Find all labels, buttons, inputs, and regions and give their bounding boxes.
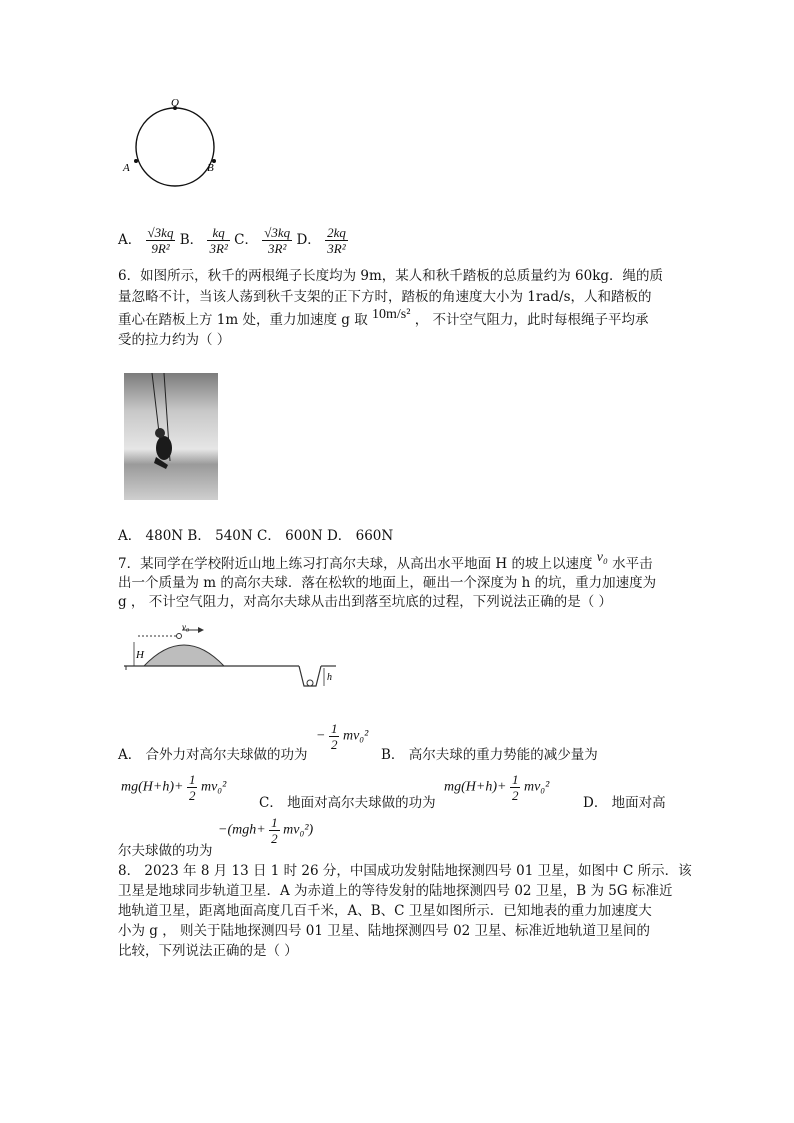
q7-option-d-tail: 尔夫球做的功为 [118, 843, 213, 859]
q7-option-a-rest: mv₀² [342, 728, 369, 744]
q6-line-4: 受的拉力约为（ ） [118, 332, 231, 348]
q5-option-c [262, 225, 292, 256]
q5-option-a-den: 9R² [151, 241, 170, 256]
q5-option-d-den: 3R² [327, 241, 346, 256]
label-b: B [207, 162, 214, 174]
q7-option-a-math [316, 721, 368, 752]
q8-line-2: 卫星是地球同步轨道卫星．A 为赤道上的等待发射的陆地探测四号 02 卫星，B 为 5G 标准近 [118, 883, 673, 899]
q6-line-2: 量忽略不计，当该人荡到秋千支架的正下方时，踏板的角速度大小为 1rad/s，人和踏板的 [118, 289, 652, 305]
label-a: A [123, 162, 130, 174]
q8-line-3: 地轨道卫星，距离地面高度几百千米，A、B、C 卫星如图所示．已知地表的重力加速度大 [118, 903, 652, 919]
golf-hill-figure [124, 624, 339, 694]
label-o: O [171, 98, 179, 109]
circle-figure [120, 98, 220, 193]
circle [136, 108, 214, 186]
q7-option-b-math: mg(H+h)+ $\frac{1}{2}$ mv₀² [121, 772, 227, 803]
q6-options: A． 480N B． 540N C． 600N D． 660N [118, 528, 394, 544]
q5-option-d [325, 225, 348, 256]
label-h-lower: h [327, 672, 332, 683]
q5-option-b-den: 3R² [209, 241, 228, 256]
q7-line-1c: 水平击 [612, 556, 653, 572]
q5-option-b-num: kq [207, 225, 229, 241]
q5-option-c-num: √3kq [264, 225, 291, 240]
q7-option-c-text: C． 地面对高尔夫球做的功为 [259, 795, 436, 811]
swing-photo [124, 373, 218, 500]
q5-option-d-num: 2kq [327, 225, 346, 240]
q5-option-a [146, 225, 176, 256]
q7-option-c-math: mg(H+h)+ $\frac{1}{2}$ mv₀² [444, 772, 550, 803]
point-a [134, 159, 138, 163]
q6-line-3c: ， 不计空气阻力，此时每根绳子平均承 [414, 312, 649, 328]
q7-line-1a: 7．某同学在学校附近山地上练习打高尔夫球，从高出水平地面 H 的坡上以速度 [118, 556, 593, 572]
q8-line-5: 比较，下列说法正确的是（ ） [118, 943, 298, 959]
q6-line-3 [118, 307, 649, 331]
q7-option-d-text: D． 地面对高 [583, 795, 666, 811]
q6-gravity-value: 10m/s² [372, 307, 411, 322]
q7-option-a-num: 1 [330, 721, 338, 736]
q5-option-c-den: 3R² [268, 241, 287, 256]
q7-line-3: g ， 不计空气阻力，对高尔夫球从击出到落至坑底的过程，下列说法正确的是（ ） [118, 594, 613, 610]
q5-option-b-letter: B． [179, 232, 204, 248]
q6-line-1: 6．如图所示，秋千的两根绳子长度均为 9m，某人和秋千踏板的总质量约为 60kg．绳的质 [118, 268, 664, 284]
q8-line-4: 小为 g ， 则关于陆地探测四号 01 卫星、陆地探测四号 02 卫星、标准近地轨道卫星间的 [118, 923, 651, 939]
q5-options [118, 218, 348, 262]
q5-option-b [207, 225, 229, 256]
q7-v0: v₀ [596, 550, 608, 565]
q7-option-a [118, 745, 308, 765]
q5-option-d-letter: D． [296, 232, 321, 248]
q7-line-2: 出一个质量为 m 的高尔夫球．落在松软的地面上，砸出一个深度为 h 的坑，重力加速度为 [118, 575, 657, 591]
q7-option-a-sign: − [316, 728, 326, 744]
q7-option-d-math: −(mgh+ $\frac{1}{2}$ mv₀²) [218, 815, 314, 846]
label-v0: v₀ [182, 624, 190, 632]
q6-line-3a: 重心在踏板上方 1m 处，重力加速度 g 取 [118, 312, 368, 328]
label-h-upper: H [136, 649, 144, 661]
q7-option-a-text: A． 合外力对高尔夫球做的功为 [118, 747, 308, 763]
q5-option-a-num: √3kq [147, 225, 174, 240]
q5-option-c-letter: C． [234, 232, 258, 248]
q5-option-a-letter: A． [118, 232, 142, 248]
q7-option-a-den: 2 [330, 737, 338, 752]
q7-line-1 [118, 550, 653, 575]
q7-option-b-text: B． 高尔夫球的重力势能的减少量为 [381, 747, 598, 763]
q8-line-1: 8． 2023 年 8 月 13 日 1 时 26 分，中国成功发射陆地探测四号 01 卫星，如图中 C 所示．该 [118, 863, 692, 879]
swing-illustration [124, 373, 218, 500]
